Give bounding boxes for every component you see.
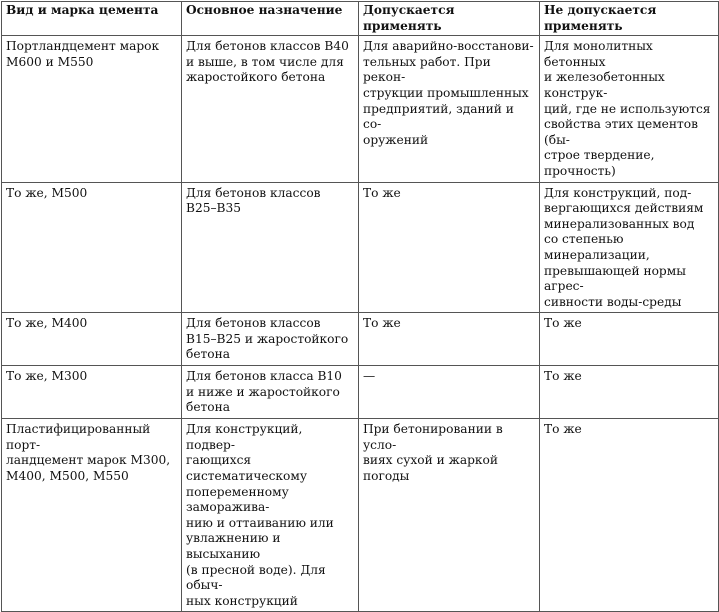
cell-text: Для бетонов классов В25–В35	[186, 185, 321, 216]
table-row	[2, 313, 719, 366]
cell-not-allowed-use	[540, 419, 719, 612]
cell-text: То же, М400	[6, 316, 88, 331]
cell-text: Для бетонов класса В10 и ниже и жаростойкого бетона	[186, 369, 342, 415]
cell-main-purpose	[182, 36, 359, 182]
cell-text: То же	[544, 316, 582, 331]
cell-text: Пластифицированный порт- ландцемент марок М300, М400, М500, М550	[6, 422, 171, 484]
cell-text: То же	[544, 369, 582, 384]
cell-allowed-use	[359, 182, 540, 313]
cell-text: То же	[363, 185, 401, 200]
cell-cement-type	[2, 182, 182, 313]
table-row	[2, 366, 719, 419]
cell-main-purpose	[182, 419, 359, 612]
cell-cement-type	[2, 313, 182, 366]
cell-not-allowed-use	[540, 36, 719, 182]
cell-allowed-use	[359, 419, 540, 612]
header-main-purpose: Основное назначение	[182, 2, 359, 36]
cell-allowed-use	[359, 313, 540, 366]
table-header	[2, 2, 719, 36]
cell-text: То же, М500	[6, 185, 88, 200]
cell-text: То же	[363, 316, 401, 331]
cell-allowed-use	[359, 366, 540, 419]
cell-cement-type	[2, 419, 182, 612]
table-row	[2, 419, 719, 612]
table-body	[2, 36, 719, 612]
cell-text: Для аварийно-восстанови- тельных работ. При рекон- струкции промышленных предприятий, зданий и со- оружений	[363, 39, 534, 147]
cell-text: —	[363, 369, 376, 384]
cement-usage-table	[1, 1, 719, 612]
cell-text: При бетонировании в усло- виях сухой и жаркой погоды	[363, 422, 503, 484]
cell-not-allowed-use	[540, 182, 719, 313]
cell-cement-type	[2, 36, 182, 182]
cell-text: Для конструкций, подвер- гающихся систематическому попеременному заморажива- нию и оттаиванию или увлажнению и высыханию (в пресной воде). Для обыч- ных конструкций	[186, 422, 334, 608]
header-cement-type: Вид и марка цемента	[2, 2, 182, 36]
cell-text: Для бетонов классов В15–В25 и жаростойкого бетона	[186, 316, 349, 362]
cell-main-purpose	[182, 366, 359, 419]
cell-main-purpose	[182, 182, 359, 313]
cell-cement-type	[2, 366, 182, 419]
cell-main-purpose	[182, 313, 359, 366]
cell-text: То же	[544, 422, 582, 437]
header-row	[2, 2, 719, 36]
header-allowed-use: Допускается применять	[359, 2, 540, 36]
cell-text: Портландцемент марок М600 и М550	[6, 39, 160, 69]
table-row	[2, 36, 719, 182]
cell-not-allowed-use	[540, 366, 719, 419]
header-not-allowed-use: Не допускается применять	[540, 2, 719, 36]
cell-text: То же, М300	[6, 369, 88, 384]
cell-text: Для конструкций, под- вергающихся действиям минерализованных вод со степенью минерализации, превышающей нормы агрес- сивности воды-среды	[544, 185, 704, 309]
cell-text: Для бетонов классов В40 и выше, в том числе для жаростойкого бетона	[186, 39, 349, 85]
cell-text: Для монолитных бетонных и железобетонных конструк- ций, где не используются свойства этих цементов (бы- строе твердение, прочность)	[544, 39, 711, 178]
table-row	[2, 182, 719, 313]
cell-allowed-use	[359, 36, 540, 182]
cell-not-allowed-use	[540, 313, 719, 366]
